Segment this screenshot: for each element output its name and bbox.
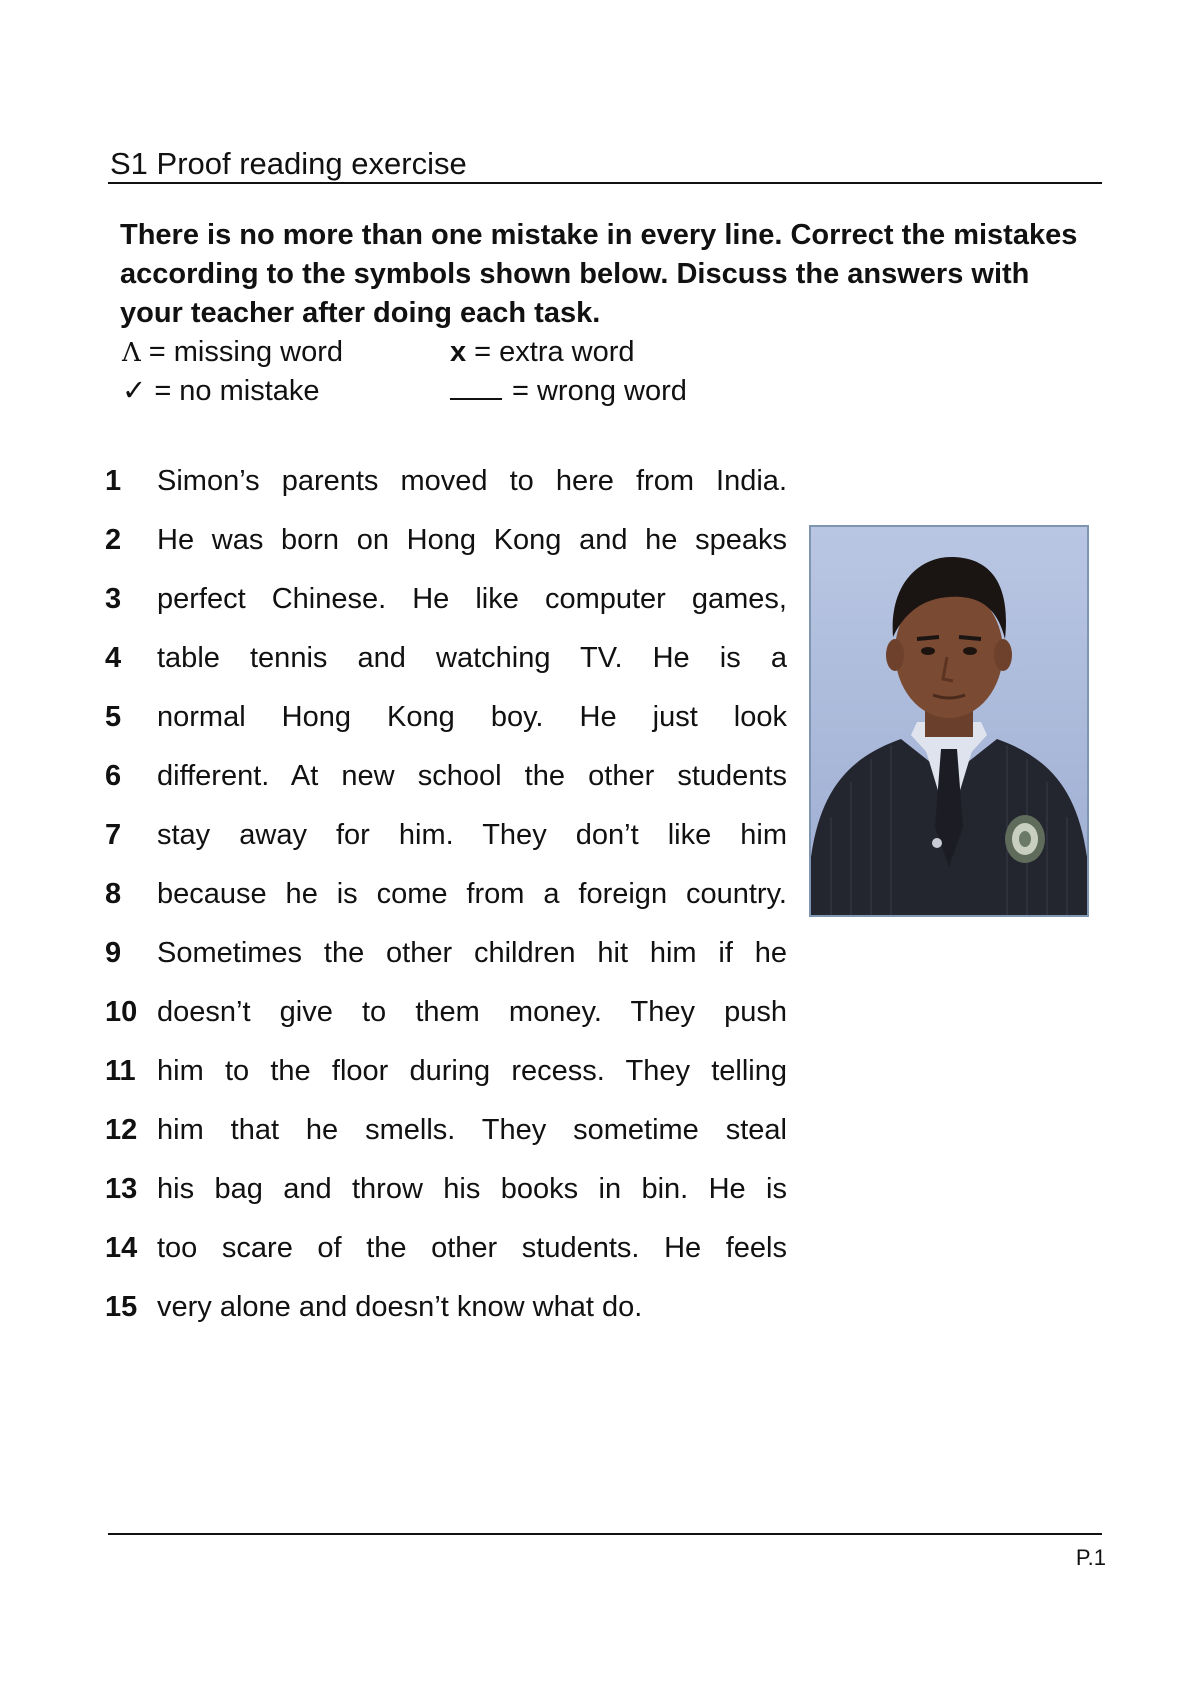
school-badge-icon: [1005, 815, 1045, 863]
line-number: 7: [105, 819, 122, 851]
passage-line: [105, 697, 785, 756]
portrait-illustration: [811, 527, 1087, 915]
line-number: 2: [105, 524, 122, 556]
line-text: normal Hong Kong boy. He just look: [157, 701, 787, 733]
line-text: doesn’t give to them money. They push: [157, 996, 787, 1028]
page-number: P.1: [1075, 1545, 1106, 1570]
legend-extra-word: [450, 333, 635, 372]
passage-line: [105, 815, 785, 874]
line-number: 4: [105, 642, 122, 674]
line-number: 9: [105, 937, 122, 969]
passage-line: [105, 1287, 785, 1346]
passage-line: [105, 1169, 785, 1228]
line-number: 15: [105, 1291, 138, 1323]
legend-extra-label: = extra word: [474, 336, 635, 368]
legend-wrong-label: = wrong word: [512, 375, 687, 407]
passage-line: [105, 756, 785, 815]
legend-missing-word: [122, 333, 343, 373]
passage-line: [105, 992, 785, 1051]
line-text: very alone and doesn’t know what do.: [157, 1291, 643, 1323]
line-text: He was born on Hong Kong and he speaks: [157, 524, 787, 556]
line-text: him that he smells. They sometime steal: [157, 1114, 787, 1146]
student-portrait-photo: [809, 525, 1089, 917]
passage-line: [105, 638, 785, 697]
passage-line: [105, 461, 785, 520]
symbol-legend: [122, 333, 822, 411]
legend-wrong-word: [450, 372, 687, 411]
line-text: him to the floor during recess. They telling: [157, 1055, 787, 1087]
passage-line: [105, 579, 785, 638]
line-text: Simon’s parents moved to here from India.: [157, 465, 787, 497]
line-number: 13: [105, 1173, 138, 1205]
passage-line: [105, 1228, 785, 1287]
line-number: 14: [105, 1232, 138, 1264]
underline-blank-icon: [450, 372, 502, 400]
page-title: S1 Proof reading exercise: [110, 146, 467, 181]
line-text: different. At new school the other students: [157, 760, 787, 792]
line-text: his bag and throw his books in bin. He is: [157, 1173, 787, 1205]
line-text: perfect Chinese. He like computer games,: [157, 583, 787, 615]
passage-line: [105, 520, 785, 579]
line-text: too scare of the other students. He feels: [157, 1232, 787, 1264]
instructions-text: There is no more than one mistake in every line. Correct the mistakes according to the symbols shown below. Discuss the answers with your teacher after doing each task.: [120, 219, 1078, 329]
passage-line: [105, 1051, 785, 1110]
legend-row-2: [122, 372, 822, 411]
blazer-button: [932, 838, 942, 848]
checkmark-icon: ✓: [122, 375, 147, 407]
line-number: 5: [105, 701, 122, 733]
line-number: 1: [105, 465, 122, 497]
line-number: 12: [105, 1114, 138, 1146]
header-divider: [108, 182, 1102, 184]
line-text: because he is come from a foreign country.: [157, 878, 787, 910]
legend-missing-label: = missing word: [148, 336, 343, 368]
line-number: 11: [105, 1055, 136, 1087]
passage-line: [105, 933, 785, 992]
footer-divider: [108, 1533, 1102, 1535]
legend-no-mistake: [122, 372, 320, 411]
legend-no-mistake-label: = no mistake: [154, 375, 320, 407]
legend-row-1: [122, 333, 822, 372]
line-text: stay away for him. They don’t like him: [157, 819, 787, 851]
line-text: Sometimes the other children hit him if he: [157, 937, 787, 969]
line-number: 8: [105, 878, 122, 910]
caret-icon: Λ: [122, 338, 141, 368]
passage-line: [105, 874, 785, 933]
proofreading-passage: [105, 461, 785, 1346]
line-number: 6: [105, 760, 122, 792]
passage-line: [105, 1110, 785, 1169]
line-number: 10: [105, 996, 138, 1028]
line-text: table tennis and watching TV. He is a: [157, 642, 787, 674]
cross-icon: x: [450, 336, 467, 368]
line-number: 3: [105, 583, 122, 615]
